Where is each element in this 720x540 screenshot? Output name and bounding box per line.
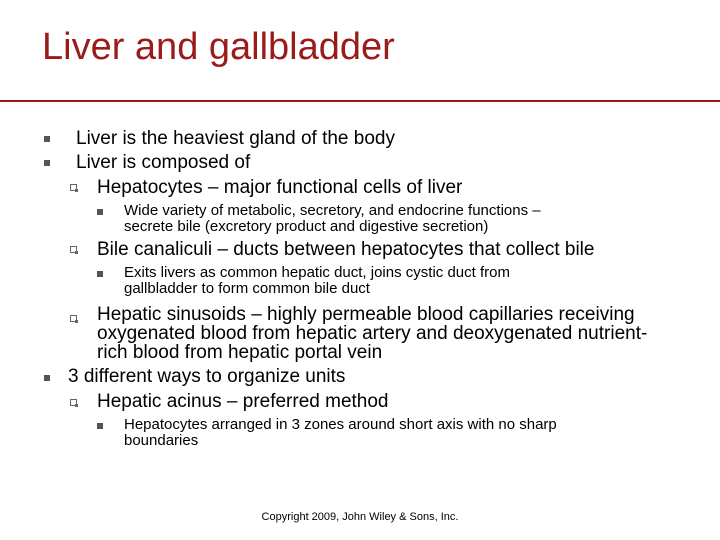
bullet-text: oxygenated blood from hepatic artery and deoxygenated nutrient-	[97, 323, 648, 344]
square-bullet-icon	[97, 209, 103, 215]
title-divider	[0, 100, 720, 102]
bullet-text: rich blood from hepatic portal vein	[97, 342, 383, 363]
hollow-square-bullet-icon	[70, 315, 77, 322]
hollow-square-bullet-icon	[70, 246, 77, 253]
bullet-text: secrete bile (excretory product and digestive secretion)	[124, 218, 489, 235]
bullet-text: gallbladder to form common bile duct	[124, 280, 370, 297]
hollow-square-bullet-icon	[70, 399, 77, 406]
square-bullet-icon	[44, 136, 50, 142]
bullet-text: Bile canaliculi – ducts between hepatocytes that collect bile	[97, 239, 595, 260]
bullet-text: boundaries	[124, 432, 199, 449]
bullet-text: Hepatocytes arranged in 3 zones around short axis with no sharp	[124, 416, 557, 433]
copyright-footer: Copyright 2009, John Wiley & Sons, Inc.	[261, 511, 459, 523]
bullet-text: Hepatocytes – major functional cells of liver	[97, 177, 463, 198]
bullet-text: Exits livers as common hepatic duct, joins cystic duct from	[124, 264, 510, 281]
bullet-text: Liver is composed of	[76, 152, 251, 173]
slide-title: Liver and gallbladder	[42, 26, 395, 68]
square-bullet-icon	[97, 271, 103, 277]
bullet-text: 3 different ways to organize units	[68, 366, 346, 387]
square-bullet-icon	[44, 160, 50, 166]
hollow-square-bullet-icon	[70, 184, 77, 191]
square-bullet-icon	[44, 375, 50, 381]
bullet-text: Wide variety of metabolic, secretory, and endocrine functions –	[124, 202, 541, 219]
bullet-text: Hepatic acinus – preferred method	[97, 391, 389, 412]
bullet-text: Liver is the heaviest gland of the body	[76, 128, 395, 149]
square-bullet-icon	[97, 423, 103, 429]
bullet-text: Hepatic sinusoids – highly permeable blood capillaries receiving	[97, 304, 635, 325]
